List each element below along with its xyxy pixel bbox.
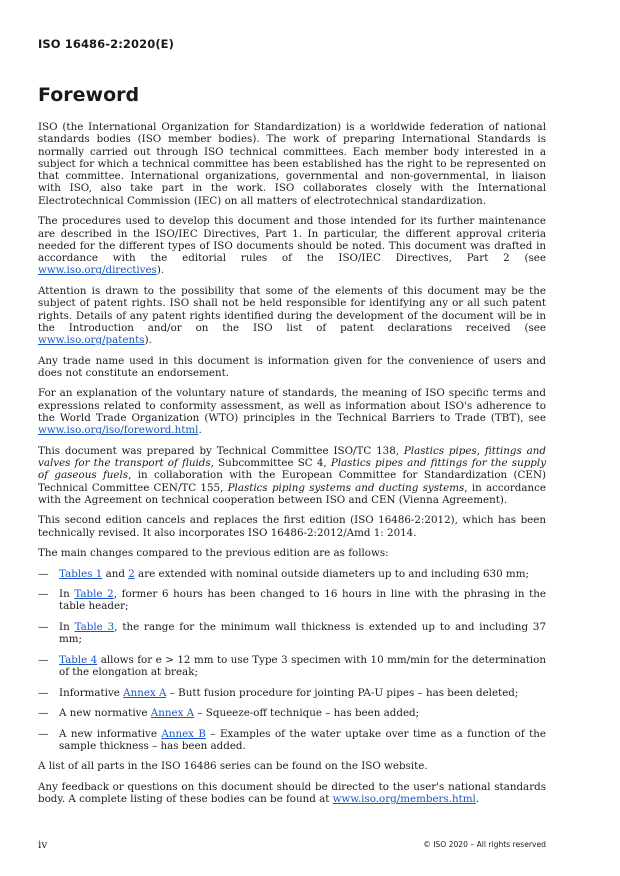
list-item-text xyxy=(59,728,546,753)
list-item-text xyxy=(59,621,546,646)
paragraph-text: Attention is drawn to the possibility that some of the elements of this document may be the subject of patent rights. ISO shall not be held responsible for identifying any or all such patent rights. Details of any patent rights identified during the development of the document will be in the Introduction and/or on the ISO list of patent declarations received (see xyxy=(38,284,546,334)
paragraph-text: Any feedback or questions on this document should be directed to the user's national standards body. A complete listing of these bodies can be found at xyxy=(38,780,546,806)
list-dash: — xyxy=(38,653,49,666)
list-text: In xyxy=(59,620,75,633)
paragraph-procedures xyxy=(38,215,546,276)
list-text: In xyxy=(59,588,75,601)
link-foreword[interactable]: www.iso.org/iso/foreword.html xyxy=(38,424,199,437)
list-dash: — xyxy=(38,588,49,601)
paragraph-feedback xyxy=(38,781,546,806)
paragraph-tail: ). xyxy=(156,264,165,277)
paragraph-text: , Subcommittee SC 4, xyxy=(210,457,331,470)
list-dash: — xyxy=(38,727,49,740)
paragraph-edition: This second edition cancels and replaces the first edition (ISO 16486-2:2012), which has been technically revised. It also incorporates ISO 16486-2:2012/Amd 1: 2014. xyxy=(38,514,546,539)
paragraph-committee xyxy=(38,445,546,506)
paragraph-text: , in accordance with the Agreement on technical cooperation between ISO and CEN (Vienna Agreement). xyxy=(38,481,547,506)
link-annex-a[interactable]: Annex A xyxy=(123,686,167,699)
list-item-text xyxy=(59,588,546,613)
list-text: A new normative xyxy=(59,707,151,720)
committee-title: Plastics pipes, fittings and valves for the transport of fluids xyxy=(38,444,546,470)
paragraph-patents xyxy=(38,285,546,346)
list-dash: — xyxy=(38,567,49,580)
paragraph-iso-intro: ISO (the International Organization for Standardization) is a worldwide federation of national standards bodies (ISO member bodies). The work of preparing International Standards is normally carried out through ISO technical committees. Each member body interested in a subject for which a technical committee has been established has the right to be represented on that committee. International organizations, governmental and non-governmental, in liaison with ISO, also take part in the work. ISO collaborates closely with the International Electrotechnical Commission (IEC) on all matters of electrotechnical standardization. xyxy=(38,121,546,207)
list-text: Informative xyxy=(59,686,124,699)
list-item-text xyxy=(59,707,546,719)
link-annex-a[interactable]: Annex A xyxy=(150,707,195,720)
link-table-2[interactable]: 2 xyxy=(128,567,135,580)
list-dash: — xyxy=(38,707,49,720)
paragraph-text: , in collaboration with the European Committee for Standardization (CEN) Technical Committee CEN/TC 155, xyxy=(38,469,546,494)
link-members[interactable]: www.iso.org/members.html xyxy=(332,793,476,806)
list-item xyxy=(38,621,546,646)
link-table-2[interactable]: Table 2 xyxy=(74,588,114,601)
paragraph-tail: . xyxy=(198,424,202,437)
paragraph-voluntary-nature xyxy=(38,387,546,436)
list-dash: — xyxy=(38,686,49,699)
link-annex-b[interactable]: Annex B xyxy=(161,727,206,740)
link-tables-1[interactable]: Tables 1 xyxy=(59,567,103,580)
paragraph-tail: ). xyxy=(144,334,152,347)
page-title: Foreword xyxy=(38,84,140,106)
cen-committee-title: Plastics piping systems and ducting systems xyxy=(227,481,465,494)
list-text: , former 6 hours has been changed to 16 hours in line with the phrasing in the table header; xyxy=(59,588,546,613)
list-item-text xyxy=(59,654,546,679)
list-text: – Examples of the water uptake over time as a function of the sample thickness – has been added. xyxy=(59,727,546,752)
link-table-3[interactable]: Table 3 xyxy=(74,620,115,633)
list-item xyxy=(38,728,546,753)
list-item xyxy=(38,687,546,699)
list-item xyxy=(38,568,546,580)
list-text: are extended with nominal outside diameters up to and including 630 mm; xyxy=(134,567,529,580)
list-item xyxy=(38,588,546,613)
list-text: allows for e > 12 mm to use Type 3 specimen with 10 mm/min for the determination of the elongation at break; xyxy=(59,653,547,679)
link-directives[interactable]: www.iso.org/directives xyxy=(38,264,157,277)
list-text: – Squeeze-off technique – has been added; xyxy=(194,707,420,720)
copyright-notice: © ISO 2020 – All rights reserved xyxy=(423,840,546,849)
list-text: , the range for the minimum wall thickness is extended up to and including 37 mm; xyxy=(59,620,547,646)
list-text: – Butt fusion procedure for jointing PA-U pipes – has been deleted; xyxy=(166,686,519,699)
list-item xyxy=(38,707,546,719)
list-item-text xyxy=(59,568,546,580)
page-number: iv xyxy=(38,839,48,851)
paragraph-trade-name: Any trade name used in this document is information given for the convenience of users and does not constitute an endorsement. xyxy=(38,354,546,379)
paragraph-text: This document was prepared by Technical Committee ISO/TC 138, xyxy=(38,444,404,457)
list-item xyxy=(38,654,546,679)
link-table-4[interactable]: Table 4 xyxy=(59,653,98,666)
paragraph-text: The procedures used to develop this document and those intended for its further maintenance are described in the ISO/IEC Directives, Part 1. In particular, the different approval criteria needed for the different types of ISO documents should be noted. This document was drafted in accordance with the editorial rules of the ISO/IEC Directives, Part 2 (see xyxy=(38,215,546,265)
list-text: A new informative xyxy=(59,727,162,740)
list-item-text xyxy=(59,687,546,699)
foreword-body xyxy=(38,121,546,814)
list-text: and xyxy=(102,567,129,580)
paragraph-main-changes: The main changes compared to the previous edition are as follows: xyxy=(38,547,389,560)
document-id: ISO 16486-2:2020(E) xyxy=(38,37,174,51)
paragraph-tail: . xyxy=(475,793,480,806)
paragraph-series-parts: A list of all parts in the ISO 16486 series can be found on the ISO website. xyxy=(38,760,428,773)
list-dash: — xyxy=(38,620,49,633)
paragraph-text: For an explanation of the voluntary nature of standards, the meaning of ISO specific terms and expressions related to conformity assessment, as well as information about ISO's adherence to the World Trade Organization (WTO) principles in the Technical Barriers to Trade (TBT), see xyxy=(38,387,546,424)
subcommittee-title: Plastics pipes and fittings for the supply of gaseous fuels xyxy=(38,457,547,482)
link-patents[interactable]: www.iso.org/patents xyxy=(38,334,145,347)
